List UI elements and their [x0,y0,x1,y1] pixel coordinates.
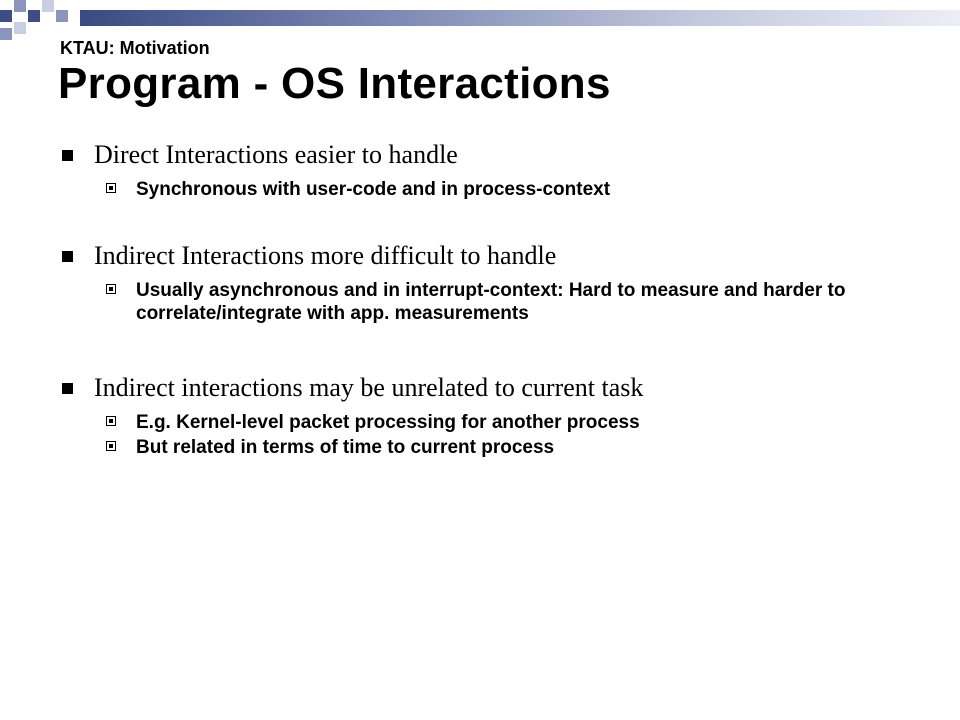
filled-square-bullet-icon [62,251,73,262]
hollow-square-bullet-icon [106,183,116,193]
hollow-square-bullet-icon [106,284,116,294]
filled-square-bullet-icon [62,383,73,394]
sub-bullet-list [94,411,902,459]
hollow-square-bullet-icon [106,441,116,451]
sub-bullet-list [94,178,902,201]
bullet-item [62,371,902,459]
slide-title: Program - OS Interactions [58,59,611,108]
decoration-square [28,10,40,22]
bullet-item [62,239,902,325]
decoration-square [42,0,54,12]
bullet-text: Direct Interactions easier to handle [94,140,458,169]
hollow-square-bullet-icon [106,416,116,426]
sub-bullet-item [94,436,902,459]
sub-bullet-item [94,178,902,201]
sub-bullet-text: Synchronous with user-code and in process-context [136,179,611,200]
decoration-square [56,10,68,22]
sub-bullet-text: Usually asynchronous and in interrupt-context: Hard to measure and harder to correlate/integrate with app. measurements [136,280,846,324]
bullet-item [62,138,902,201]
bullet-text: Indirect Interactions more difficult to handle [94,241,557,270]
slide-subtitle: KTAU: Motivation [60,38,210,58]
sub-bullet-list [94,279,902,325]
decoration-square [0,28,12,40]
decoration-square [0,10,12,22]
decoration-square [14,22,26,34]
sub-bullet-item [94,411,902,434]
sub-bullet-text: E.g. Kernel-level packet processing for another process [136,412,640,433]
decoration-square [14,0,26,12]
slide-content [62,138,902,459]
sub-bullet-text: But related in terms of time to current process [136,437,555,458]
sub-bullet-item [94,279,902,325]
filled-square-bullet-icon [62,150,73,161]
header-gradient-bar [80,10,960,26]
bullet-text: Indirect interactions may be unrelated to current task [94,373,644,402]
